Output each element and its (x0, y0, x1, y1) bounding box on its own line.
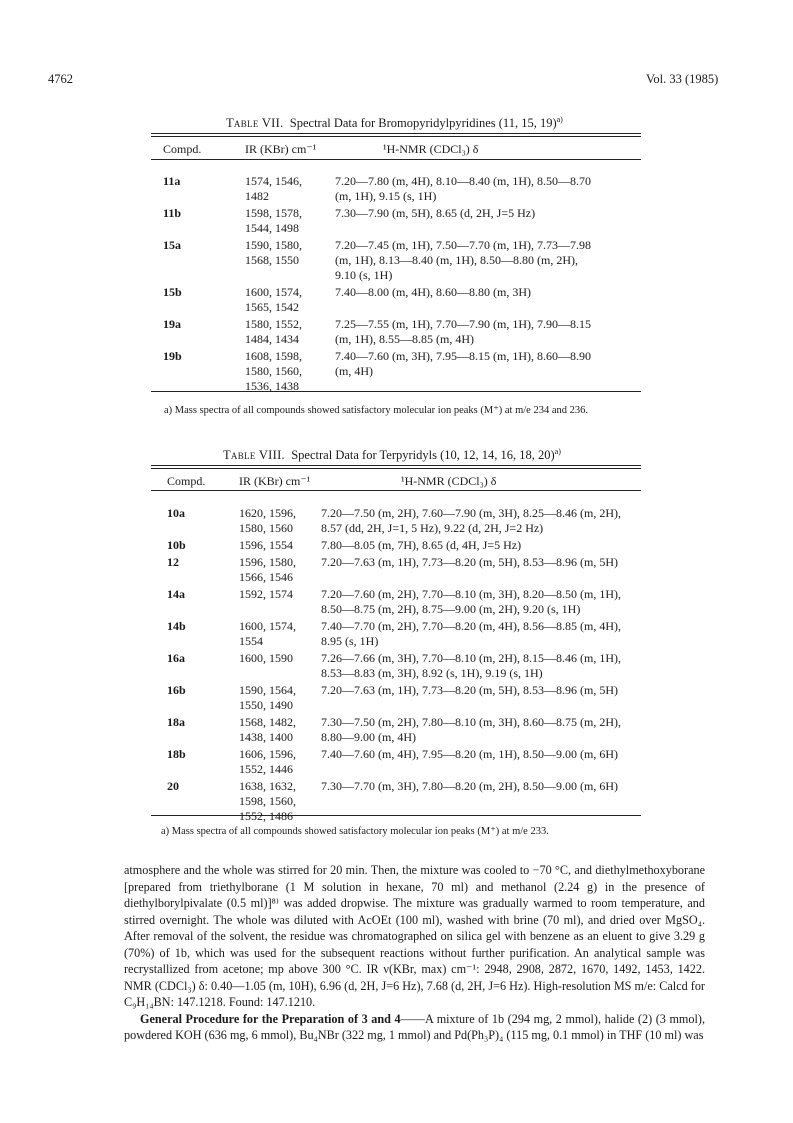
table8 (167, 474, 637, 826)
table8-ir-cell (239, 538, 321, 555)
table7-ir-line: 1568, 1550 (245, 253, 299, 267)
table7-ir-line: 1484, 1434 (245, 332, 299, 346)
table8-nmr-line: 7.80—8.05 (m, 7H), 8.65 (d, 4H, J=5 Hz) (321, 538, 522, 552)
table7-ir-cell (245, 238, 335, 285)
table8-footnote: a) Mass spectra of all compounds showed satisfactory molecular ion peaks (M⁺) at m/e 233. (161, 826, 549, 837)
table7-compd-cell: 19a (163, 317, 181, 331)
table8-nmr-cell (321, 555, 637, 587)
table8-ir-line: 1620, 1596, (239, 506, 296, 520)
table7-ir-line: 1598, 1578, (245, 206, 302, 220)
table8-ir-cell (239, 619, 321, 651)
table8-ir-line: 1592, 1574 (239, 587, 293, 601)
table8-nmr-cell (321, 651, 637, 683)
table8-nmr-line: 7.40—7.60 (m, 4H), 7.95—8.20 (m, 1H), 8.50—9.00 (m, 6H) (321, 747, 618, 761)
table7-row (163, 174, 633, 206)
procedure-heading: General Procedure for the Preparation of 3 and 4 (140, 1011, 401, 1026)
table8-row (167, 538, 637, 555)
table8-ir-line: 1566, 1546 (239, 570, 293, 584)
table8-nmr-line: 8.95 (s, 1H) (321, 634, 379, 648)
table7-nmr-line: (m, 1H), 8.13—8.40 (m, 1H), 8.50—8.80 (m, 2H), (335, 253, 578, 267)
table8-compd-cell: 14a (167, 587, 185, 601)
table7-nmr-line: 7.20—7.45 (m, 1H), 7.50—7.70 (m, 1H), 7.73—7.98 (335, 238, 591, 252)
table8-nmr-line: 7.26—7.66 (m, 3H), 7.70—8.10 (m, 2H), 8.15—8.46 (m, 1H), (321, 651, 621, 665)
table8-ir-cell (239, 715, 321, 747)
table8-compd-cell: 16b (167, 683, 186, 697)
table8-ir-cell (239, 779, 321, 826)
table8-col-ir: IR (KBr) cm⁻¹ (239, 474, 311, 488)
table8-ir-line: 1600, 1574, (239, 619, 296, 633)
table8-title: Spectral Data for Terpyridyls (10, 12, 14, 16, 18, 20) (291, 448, 555, 463)
table8-nmr-cell (321, 538, 637, 555)
table7-row (163, 206, 633, 238)
table7-nmr-line: (m, 1H), 9.15 (s, 1H) (335, 189, 437, 203)
table8-ir-line: 1596, 1580, (239, 555, 296, 569)
table8-row (167, 651, 637, 683)
table7-ir-cell (245, 206, 335, 238)
table8-caption (223, 447, 561, 463)
table7-footnote: a) Mass spectra of all compounds showed satisfactory molecular ion peaks (M⁺) at m/e 234 and 236. (164, 405, 588, 416)
table8-nmr-line: 7.20—7.50 (m, 2H), 7.60—7.90 (m, 3H), 8.25—8.46 (m, 2H), (321, 506, 621, 520)
paragraph-2-text: ——A mixture of 1b (294 mg, 2 mmol), halide (2) (3 mmol), powdered KOH (636 mg, 6 mmol), Bu₄NBr (322 mg, 1 mmol) and Pd(Ph₃P)₄ (115 mg, 0.1 mmol) in THF (10 ml) was (124, 1011, 705, 1042)
table8-nmr-cell (321, 779, 637, 826)
table8-ir-line: 1600, 1590 (239, 651, 293, 665)
paragraph-2 (124, 1011, 705, 1044)
table7-ir-line: 1590, 1580, (245, 238, 302, 252)
table7-nmr-line: 7.20—7.80 (m, 4H), 8.10—8.40 (m, 1H), 8.50—8.70 (335, 174, 591, 188)
table7-nmr-cell (335, 317, 633, 349)
table7-nmr-cell (335, 174, 633, 206)
table7-compd-cell: 19b (163, 349, 182, 363)
table8-ir-line: 1550, 1490 (239, 698, 293, 712)
table8-note-mark: a) (554, 447, 561, 456)
table8-nmr-line: 8.57 (dd, 2H, J=1, 5 Hz), 9.22 (d, 2H, J=2 Hz) (321, 521, 544, 535)
table8-nmr-line: 7.20—7.63 (m, 1H), 7.73—8.20 (m, 5H), 8.53—8.96 (m, 5H) (321, 683, 618, 697)
table8-nmr-cell (321, 683, 637, 715)
table8-compd-cell: 16a (167, 651, 185, 665)
table8-row (167, 683, 637, 715)
table7-ir-line: 1574, 1546, (245, 174, 302, 188)
table7-nmr-line: 7.40—7.60 (m, 3H), 7.95—8.15 (m, 1H), 8.60—8.90 (335, 349, 591, 363)
table8-nmr-line: 7.30—7.50 (m, 2H), 7.80—8.10 (m, 3H), 8.60—8.75 (m, 2H), (321, 715, 621, 729)
table7-compd-cell: 11b (163, 206, 182, 220)
table8-row (167, 555, 637, 587)
table7-nmr-line: 7.25—7.55 (m, 1H), 7.70—7.90 (m, 1H), 7.90—8.15 (335, 317, 591, 331)
table7-ir-line: 1565, 1542 (245, 300, 299, 314)
table7-nmr-line: (m, 1H), 8.55—8.85 (m, 4H) (335, 332, 474, 346)
table7-ir-line: 1544, 1498 (245, 221, 299, 235)
table8-ir-line: 1552, 1446 (239, 762, 293, 776)
table7-ir-line: 1580, 1560, (245, 364, 302, 378)
journal-volume: Vol. 33 (1985) (646, 72, 719, 86)
table8-nmr-line: 8.53—8.83 (m, 3H), 8.92 (s, 1H), 9.19 (s, 1H) (321, 666, 543, 680)
table7-nmr-cell (335, 206, 633, 238)
table7-ir-line: 1608, 1598, (245, 349, 302, 363)
table8-compd-cell: 10b (167, 538, 186, 552)
table7-ir-cell (245, 174, 335, 206)
table7-top-rule-2 (151, 136, 641, 137)
table8-nmr-line: 8.50—8.75 (m, 2H), 8.75—9.00 (m, 2H), 9.20 (s, 1H) (321, 602, 581, 616)
table7-top-rule (151, 133, 641, 134)
table8-col-nmr: ¹H-NMR (CDCl₃) δ (401, 474, 497, 488)
table8-nmr-line: 7.20—7.60 (m, 2H), 7.70—8.10 (m, 3H), 8.20—8.50 (m, 1H), (321, 587, 621, 601)
table7-compd-cell: 15a (163, 238, 181, 252)
table8-ir-line: 1598, 1560, (239, 794, 296, 808)
table8-nmr-cell (321, 747, 637, 779)
paragraph-1: atmosphere and the whole was stirred for 20 min. Then, the mixture was cooled to −70 °C, and diethylmethoxyborane [prepared from triethylborane (1 M solution in hexane, 70 ml) and methanol (2.24 g) in the presence of diethylborylpivalate (0.5 ml)]⁸⁾ was added dropwise. The mixture was gradually warmed to room temperature, and stirred overnight. The whole was diluted with AcOEt (100 ml), washed with brine (70 ml), and dried over MgSO₄. After removal of the solvent, the residue was chromatographed on silica gel with benzene as an eluent to give 3.29 g (70%) of 1b, which was used for the subsequent reactions without further purification. An analytical sample was recrystallized from acetone; mp above 300 °C. IR ν(KBr, max) cm⁻¹: 2948, 2908, 2872, 1670, 1492, 1453, 1422. NMR (CDCl₃) δ: 0.40—1.05 (m, 10H), 6.96 (d, 2H, J=6 Hz), 7.68 (d, 2H, J=6 Hz). High-resolution MS m/e: Calcd for C₉H₁₄BN: 147.1218. Found: 147.1210. (124, 863, 705, 1009)
table7-col-ir: IR (KBr) cm⁻¹ (245, 142, 317, 156)
table8-ir-cell (239, 651, 321, 683)
table8-compd-cell: 14b (167, 619, 186, 633)
table7-col-nmr: ¹H-NMR (CDCl₃) δ (383, 142, 479, 156)
table8-ir-cell (239, 506, 321, 538)
table8-ir-line: 1638, 1632, (239, 779, 296, 793)
table8-ir-cell (239, 683, 321, 715)
table7-ir-line: 1482 (245, 189, 269, 203)
table7-caption (226, 115, 563, 131)
table8-compd-cell: 18a (167, 715, 185, 729)
table8-nmr-line: 7.30—7.70 (m, 3H), 7.80—8.20 (m, 2H), 8.50—9.00 (m, 6H) (321, 779, 618, 793)
table8-ir-line: 1554 (239, 634, 263, 648)
table8-nmr-line: 7.20—7.63 (m, 1H), 7.73—8.20 (m, 5H), 8.53—8.96 (m, 5H) (321, 555, 618, 569)
table7-nmr-cell (335, 349, 633, 396)
table8-nmr-line: 8.80—9.00 (m, 4H) (321, 730, 416, 744)
table7-ir-line: 1536, 1438 (245, 379, 299, 393)
table8-ir-line: 1580, 1560 (239, 521, 293, 535)
table7-ir-line: 1580, 1552, (245, 317, 302, 331)
table8-nmr-cell (321, 619, 637, 651)
table7-row (163, 238, 633, 285)
table7-title: Spectral Data for Bromopyridylpyridines (11, 15, 19) (289, 116, 557, 131)
table7-note-mark: a) (556, 115, 563, 124)
table8-compd-cell: 12 (167, 555, 179, 569)
table8-row (167, 619, 637, 651)
table7-nmr-line: 9.10 (s, 1H) (335, 268, 393, 282)
table7 (163, 142, 633, 396)
table8-compd-cell: 10a (167, 506, 185, 520)
table8-ir-cell (239, 587, 321, 619)
table7-ir-cell (245, 285, 335, 317)
table7-label: Table VII. (226, 116, 284, 131)
table7-ir-line: 1600, 1574, (245, 285, 302, 299)
table8-label: Table VIII. (223, 448, 285, 463)
table8-row (167, 715, 637, 747)
table8-nmr-cell (321, 587, 637, 619)
table8-row (167, 747, 637, 779)
table8-top-rule (151, 465, 641, 466)
table8-ir-line: 1568, 1482, (239, 715, 296, 729)
table8-ir-cell (239, 747, 321, 779)
table8-ir-line: 1590, 1564, (239, 683, 296, 697)
table7-ir-cell (245, 349, 335, 396)
table8-ir-cell (239, 555, 321, 587)
table7-nmr-line: 7.40—8.00 (m, 4H), 8.60—8.80 (m, 3H) (335, 285, 531, 299)
table8-col-compd: Compd. (167, 474, 206, 488)
page-number: 4762 (48, 72, 73, 86)
table7-row (163, 317, 633, 349)
table8-ir-line: 1596, 1554 (239, 538, 293, 552)
table8-ir-line: 1438, 1400 (239, 730, 293, 744)
table8-row (167, 587, 637, 619)
table7-col-compd: Compd. (163, 142, 202, 156)
table7-compd-cell: 15b (163, 285, 182, 299)
table7-nmr-line: 7.30—7.90 (m, 5H), 8.65 (d, 2H, J=5 Hz) (335, 206, 536, 220)
table8-top-rule-2 (151, 468, 641, 469)
body-text (124, 862, 705, 1044)
table8-row (167, 506, 637, 538)
table7-nmr-cell (335, 238, 633, 285)
table7-nmr-cell (335, 285, 633, 317)
table8-ir-line: 1606, 1596, (239, 747, 296, 761)
table7-compd-cell: 11a (163, 174, 181, 188)
table7-ir-cell (245, 317, 335, 349)
table8-nmr-cell (321, 715, 637, 747)
table7-row (163, 285, 633, 317)
table8-nmr-line: 7.40—7.70 (m, 2H), 7.70—8.20 (m, 4H), 8.56—8.85 (m, 4H), (321, 619, 621, 633)
table8-compd-cell: 20 (167, 779, 179, 793)
table8-ir-line: 1552, 1486 (239, 809, 293, 823)
table8-row (167, 779, 637, 826)
table7-nmr-line: (m, 4H) (335, 364, 373, 378)
table8-nmr-cell (321, 506, 637, 538)
table7-row (163, 349, 633, 396)
table8-compd-cell: 18b (167, 747, 186, 761)
